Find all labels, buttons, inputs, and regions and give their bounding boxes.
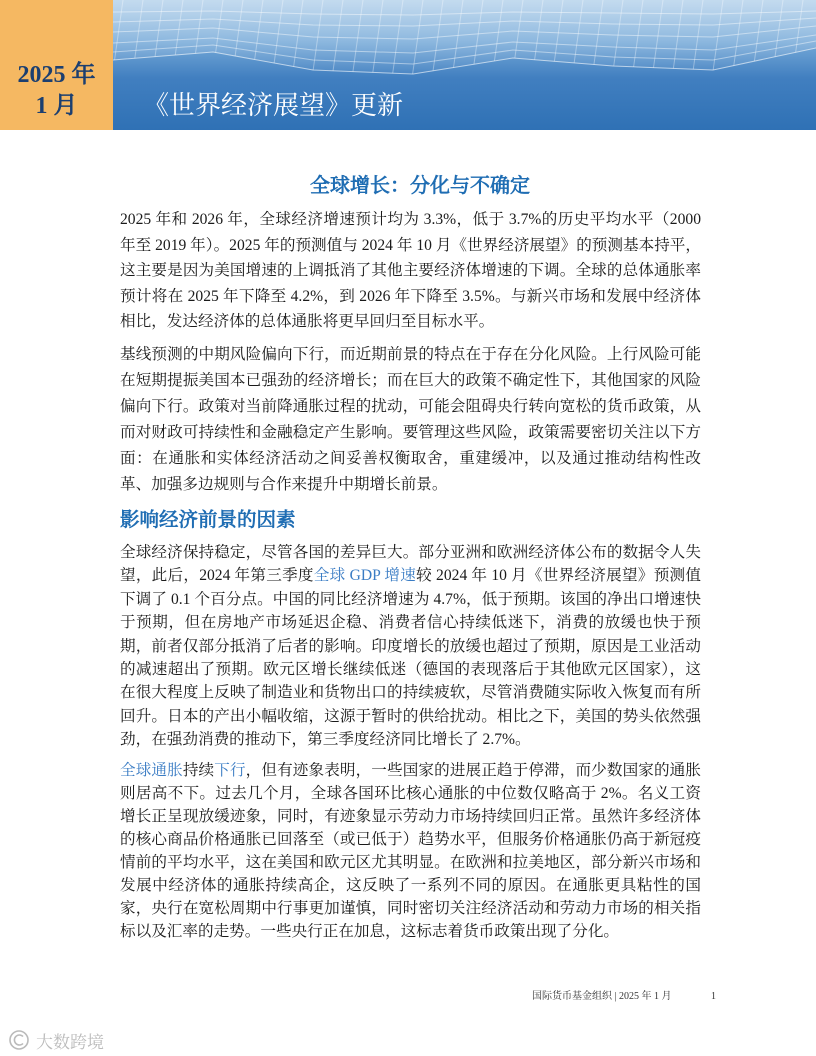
watermark [8, 1028, 104, 1052]
report-title: 《世界经济展望》更新 [143, 91, 404, 120]
watermark-logo-icon [8, 1029, 30, 1051]
paragraph-text: 全球经济保持稳定，尽管各国的差异巨大。部分亚洲和欧洲经济体公布的数据令人失望，此后，2024 年第三季度 [120, 544, 701, 585]
footer-org-date: 国际货币基金组织 | 2025 年 1 月 [532, 991, 672, 1002]
watermark-text: 大数跨境 [36, 1032, 104, 1053]
page-number: 1 [711, 991, 716, 1002]
paragraph-growth-forecast: 2025 年和 2026 年，全球经济增速预计均为 3.3%，低于 3.7%的历史平均水平（2000 年至 2019 年）。2025 年的预测值与 2024 年 10 月《世界经济展望》的预测基本持平，这主要是因为美国增速的上调抵消了其他主要经济体增速的下调。全球的总体通胀率预计将在 2025 年下降至 4.2%，到 2026 年下降至 3.5%。与新兴市场和发展中经济体相比，发达经济体的总体通胀将更早回归至目标水平。 [120, 211, 701, 331]
paragraph-text: 持续 [182, 762, 215, 779]
issue-year: 2025 年 [17, 62, 96, 88]
issue-date-box [0, 0, 113, 130]
paragraph-text: 较 2024 年 10 月《世界经济展望》预测值下调了 0.1 个百分点。中国的同比经济增速为 4.7%，低于预期。该国的净出口增速快于预期，但在房地产市场延迟企稳、消费者信心持续低迷下，消费的放缓也快于预期，前者仅部分抵消了后者的影响。印度增长的放缓也超过了预期，原因是工业活动的减速超出了预期。欧元区增长继续低迷（德国的表现落后于其他欧元区国家），这在很大程度上反映了制造业和货物出口的持续疲软，尽管消费随实际收入恢复而有所回升。日本的产出小幅收缩，这源于暂时的供给扰动。相比之下，美国的势头依然强劲，在强劲消费的推动下，第三季度经济同比增长了 2.7%。 [120, 567, 701, 749]
issue-month: 1 月 [35, 93, 78, 119]
section-title-global-growth: 全球增长：分化与不确定 [310, 175, 530, 197]
paragraph-text: ，但有迹象表明，一些国家的进展正趋于停滞，而少数国家的通胀则居高不下。过去几个月，全球各国环比核心通胀的中位数仅略高于 2%。名义工资增长正呈现放缓迹象，同时，有迹象显示劳动力市场持续回归正常。虽然许多经济体的核心商品价格通胀已回落至（或已低于）趋势水平，但服务价格通胀仍高于新冠疫情前的平均水平，这在美国和欧元区尤其明显。在欧洲和拉美地区，部分新兴市场和发展中经济体的通胀持续高企，这反映了一系列不同的原因。在通胀更具粘性的国家，央行在宽松周期中行事更加谨慎，同时密切关注经济活动和劳动力市场的相关指标以及汇率的走势。一些央行正在加息，这标志着货币政策出现了分化。 [120, 762, 701, 940]
paragraph-global-inflation [120, 759, 701, 943]
paragraph-risks: 基线预测的中期风险偏向下行，而近期前景的特点在于存在分化风险。上行风险可能在短期提振美国本已强劲的经济增长；而在巨大的政策不确定性下，其他国家的风险偏向下行。政策对当前降通胀过程的扰动，可能会阻碍央行转向宽松的货币政策，从而对财政可持续性和金融稳定产生影响。要管理这些风险，政策需要密切关注以下方面：在通胀和实体经济活动之间妥善权衡取舍，重建缓冲，以及通过推动结构性改革、加强多边规则与合作来提升中期增长前景。 [120, 346, 701, 493]
link-downward[interactable]: 下行 [214, 762, 246, 779]
link-global-gdp-growth[interactable]: 全球 GDP 增速 [313, 567, 417, 585]
title-banner [113, 0, 816, 130]
paragraph-global-economy [120, 541, 701, 752]
section-title-outlook-factors: 影响经济前景的因素 [120, 510, 296, 531]
link-global-inflation[interactable]: 全球通胀 [120, 762, 183, 779]
